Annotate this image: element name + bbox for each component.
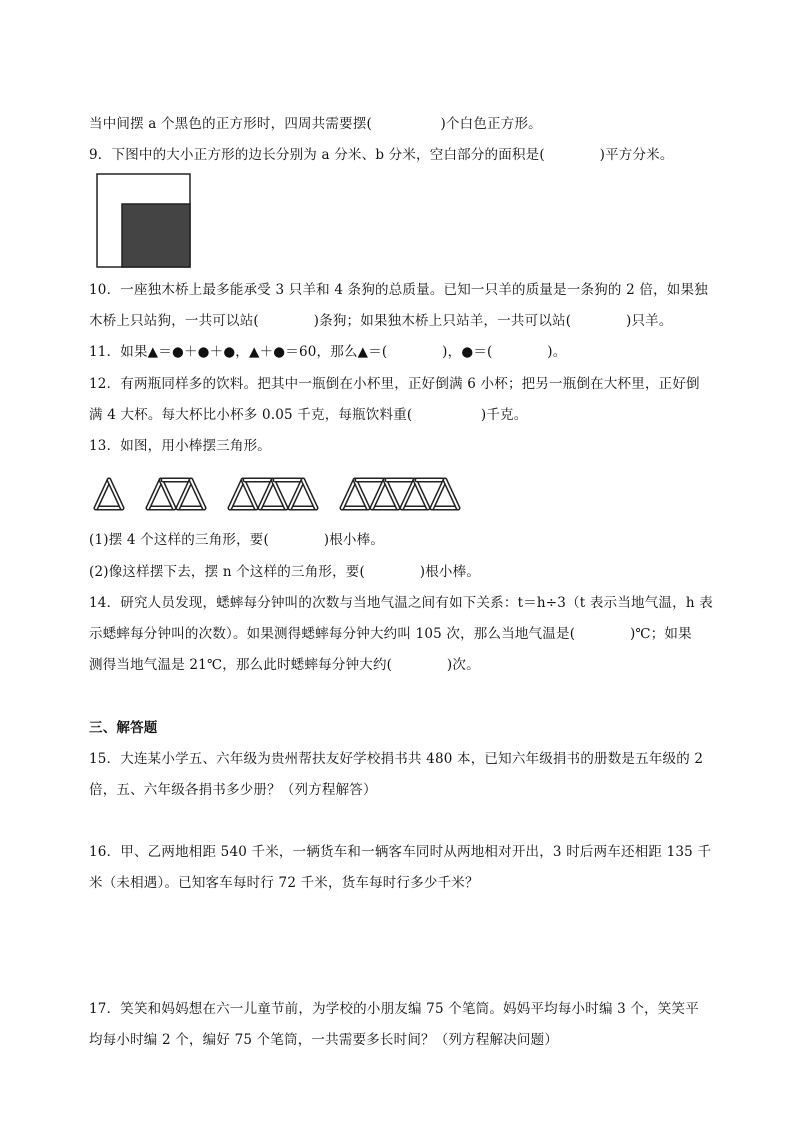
matchstick xyxy=(372,480,385,508)
question-14-line1: 14．研究人员发现，蟋蟀每分钟叫的次数与当地气温之间有如下关系：t＝h÷3（t 表示当地气温，h 表 xyxy=(89,595,713,611)
matchstick xyxy=(432,480,445,508)
matchstick xyxy=(355,480,368,508)
triangles-figure xyxy=(92,474,422,514)
question-13: 13．如图，用小棒摆三角形。 xyxy=(89,438,271,454)
matchstick xyxy=(273,480,286,508)
section-heading-answers: 三、解答题 xyxy=(89,720,158,736)
question-9: 9．下图中的大小正方形的边长分别为 a 分米、b 分米，空白部分的面积是( )平方分米。 xyxy=(89,147,674,163)
matchstick xyxy=(415,480,428,508)
question-13-part1: (1)摆 4 个这样的三角形，要( )根小棒。 xyxy=(89,532,385,548)
squares-figure xyxy=(96,173,192,269)
matchstick xyxy=(260,480,273,508)
matchstick xyxy=(402,480,415,508)
matchstick xyxy=(385,480,398,508)
matchstick xyxy=(342,480,355,508)
matchstick xyxy=(243,480,256,508)
question-14-line3: 测得当地气温是 21℃，那么此时蟋蟀每分钟大约( )次。 xyxy=(89,657,480,673)
question-16-line1: 16．甲、乙两地相距 540 千米，一辆货车和一辆客车同时从两地相对开出，3 时后两车还相距 135 千 xyxy=(89,844,712,860)
matchstick xyxy=(148,480,161,508)
question-12-line1: 12．有两瓶同样多的饮料。把其中一瓶倒在小杯里，正好倒满 6 小杯；把另一瓶倒在大杯里，正好倒 xyxy=(89,376,700,392)
question-17-line1: 17．笑笑和妈妈想在六一儿童节前，为学校的小朋友编 75 个笔筒。妈妈平均每小时编 3 个，笑笑平 xyxy=(89,1001,699,1017)
question-12-line2: 满 4 大杯。每大杯比小杯多 0.05 千克，每瓶饮料重( )千克。 xyxy=(89,407,528,423)
question-13-part2: (2)像这样摆下去，摆 n 个这样的三角形，要( )根小棒。 xyxy=(89,564,481,580)
matchstick xyxy=(178,480,191,508)
matchstick xyxy=(96,480,109,508)
q8-continuation: 当中间摆 a 个黑色的正方形时，四周共需要摆( )个白色正方形。 xyxy=(89,116,542,132)
question-10-line2: 木桥上只站狗，一共可以站( )条狗；如果独木桥上只站羊，一共可以站( )只羊。 xyxy=(89,313,673,329)
question-14-line2: 示蟋蟀每分钟叫的次数）。如果测得蟋蟀每分钟大约叫 105 次，那么当地气温是( )℃；如果 xyxy=(89,626,692,642)
question-11: 11．如果▲＝●＋●＋●，▲＋●＝60，那么▲＝( )，●＝( )。 xyxy=(89,344,567,360)
matchstick xyxy=(290,480,303,508)
matchstick xyxy=(303,480,316,508)
matchstick xyxy=(191,480,204,508)
matchstick xyxy=(445,480,458,508)
matchstick xyxy=(161,480,174,508)
question-15-line1: 15．大连某小学五、六年级为贵州帮扶友好学校捐书共 480 本，已知六年级捐书的册数是五年级的 2 xyxy=(89,751,704,767)
question-17-line2: 均每小时编 2 个，编好 75 个笔筒，一共需要多长时间？（列方程解决问题） xyxy=(89,1032,559,1048)
question-10-line1: 10．一座独木桥上最多能承受 3 只羊和 4 条狗的总质量。已知一只羊的质量是一条狗的 2 倍，如果独 xyxy=(89,282,708,298)
matchstick xyxy=(109,480,122,508)
question-16-line2: 米（未相遇）。已知客车每时行 72 千米，货车每时行多少千米？ xyxy=(89,875,479,891)
matchstick xyxy=(230,480,243,508)
small-square xyxy=(122,204,190,267)
question-15-line2: 倍，五、六年级各捐书多少册？（列方程解答） xyxy=(89,782,377,798)
